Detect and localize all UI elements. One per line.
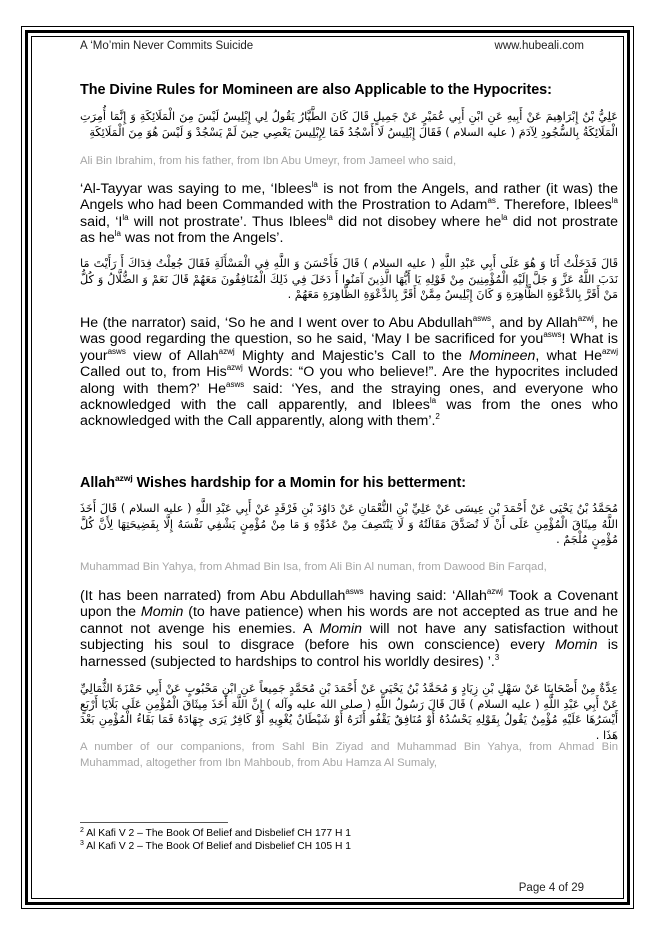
text-run: did not disobey where he <box>332 213 502 230</box>
text-run: said: ‘Yes, and the straying ones, and everyone who acknowledged with the call apparently, and Iblees <box>80 380 618 414</box>
text-run: is harnessed (subjected to hardships to control his worldly desires) ’. <box>80 637 619 670</box>
honorific-superscript: asws <box>543 330 562 340</box>
text-run: Words: “O you who believe!”. Are the hypocrites included along with them?’ He <box>80 364 618 397</box>
italic-term: Momin <box>319 620 363 637</box>
translation-paragraph-3 <box>80 588 618 670</box>
arabic-hadith-1: عَلِيُّ بْنُ إِبْرَاهِيمَ عَنْ أَبِيهِ عَنِ ابْنِ أَبِي عُمَيْرٍ عَنْ جَمِيلٍ قَالَ كَانَ الطَّيَّارُ يَقُولُ لِي إِبْلِيسُ لَيْسَ مِنَ الْمَلَائِكَةِ وَ إِنَّمَا أُمِرَتِ الْمَلَائِكَةُ بِالسُّجُودِ لِآدَمَ ( عليه السلام ) فَقَالَ إِبْلِيسُ لَا أَسْجُدُ فَمَا لِإِبْلِيسَ يَعْصِي حِينَ لَمْ يَسْجُدْ وَ لَيْسَ هُوَ مِنَ الْمَلَائِكَةِ <box>80 110 618 139</box>
section-heading-hypocrites: The Divine Rules for Momineen are also Applicable to the Hypocrites: <box>80 82 552 98</box>
arabic-hadith-4: عِدَّةٌ مِنْ أَصْحَابِنَا عَنْ سَهْلِ بْنِ زِيَادٍ وَ مُحَمَّدُ بْنُ يَحْيَى عَنْ أَحْمَدَ بْنِ مُحَمَّدٍ جَمِيعاً عَنِ ابْنِ مَحْبُوبٍ عَنْ أَبِي حَمْزَةَ الثُّمَالِيِّ عَنْ أَبِي عَبْدِ اللَّهِ ( عليه السلام ) قَالَ قَالَ رَسُولُ اللَّهِ ( صلى الله عليه وآله ) إِنَّ اللَّهَ أَخَذَ مِيثَاقَ الْمُؤْمِنِ عَلَى بَلَايَا أَرْبَعٍ أَيْسَرُهَا عَلَيْهِ مُؤْمِنٌ يَقُولُ بِقَوْلِهِ يَحْسُدُهُ أَوْ مُنَافِقٌ يَقْفُو أَثَرَهُ أَوْ شَيْطَانٌ يُغْوِيهِ أَوْ كَافِرٌ يَرَى جِهَادَهُ فَمَا بَقَاءُ الْمُؤْمِنِ بَعْدَ هَذَا . <box>80 682 618 742</box>
footnote-reference[interactable]: 3 <box>494 652 500 662</box>
text-run: Took a Covenant upon the <box>80 588 618 621</box>
honorific-superscript: la <box>429 396 437 406</box>
text-run: Called out to, from His <box>80 364 227 381</box>
honorific-superscript: asws <box>226 379 245 389</box>
translation-paragraph-1 <box>80 181 618 247</box>
page-number: Page 4 of 29 <box>518 882 584 894</box>
honorific-superscript: la <box>122 212 129 222</box>
text-run: , and by Allah <box>491 315 578 331</box>
footnote-2 <box>80 828 351 839</box>
text-run: said, ‘I <box>80 213 123 230</box>
text-run: . Therefore, Iblees <box>495 197 612 214</box>
text-run: will not prostrate’. Thus Iblees <box>128 213 327 230</box>
text-run: did not prostrate as he <box>80 213 618 247</box>
footnote-text: Al Kafi V 2 – The Book Of Belief and Disbelief CH 177 H 1 <box>83 828 352 839</box>
footnote-separator <box>80 822 228 823</box>
arabic-hadith-3: مُحَمَّدُ بْنُ يَحْيَى عَنْ أَحْمَدَ بْنِ عِيسَى عَنْ عَلِيِّ بْنِ النُّعْمَانِ عَنْ دَاوُدَ بْنِ فَرْقَدٍ عَنْ أَبِي عَبْدِ اللَّهِ ( عليه السلام ) قَالَ أَخَذَ اللَّهُ مِيثَاقَ الْمُؤْمِنِ عَلَى أَنْ لَا تُصَدَّقَ مَقَالَتُهُ وَ لَا يَنْتَصِفَ مِنْ عَدُوِّهِ وَ مَا مِنْ مُؤْمِنٍ يَشْفِي نَفْسَهُ إِلَّا بِفَضِيحَتِهَا لِأَنَّ كُلَّ مُؤْمِنٍ مُلْجَمٌ . <box>80 502 618 546</box>
honorific-superscript: la <box>501 212 508 222</box>
footnote-text: Al Kafi V 2 – The Book Of Belief and Disbelief CH 105 H 1 <box>83 841 352 852</box>
italic-term: Momin <box>554 637 598 654</box>
footnote-reference[interactable]: 2 <box>435 412 440 422</box>
text-run: , he was good regarding the question, so he said, ‘May I be sacrificed for you <box>80 315 619 348</box>
text-run: is not from the Angels, and rather (it was) the Angels who had been Commanded with the Prostration to Adam <box>80 181 618 214</box>
honorific-superscript: la <box>311 180 318 189</box>
heading-honorific: azwj <box>114 473 133 483</box>
isnad-3: Muhammad Bin Yahya, from Ahmad Bin Isa, from Ali Bin Al numan, from Dawood Bin Farqad, <box>80 561 547 573</box>
text-run: , what He <box>535 347 602 364</box>
honorific-superscript: azwj <box>226 363 243 373</box>
arabic-hadith-2: قَالَ فَدَخَلْتُ أَنَا وَ هُوَ عَلَى أَبِي عَبْدِ اللَّهِ ( عليه السلام ) قَالَ فَأَحْسَنَ وَ اللَّهِ فِي الْمَسْأَلَةِ فَقَالَ جُعِلْتُ فِدَاكَ أَ رَأَيْتَ مَا نَدَبَ اللَّهُ عَزَّ وَ جَلَّ إِلَيْهِ الْمُؤْمِنِينَ مِنْ قَوْلِهِ يَا أَيُّهَا الَّذِينَ آمَنُوا أَ دَخَلَ فِي ذَلِكَ الْمُنَافِقُونَ مَعَهُمْ قَالَ نَعَمْ وَ الضُّلَّالُ وَ كُلُّ مَنْ أَقَرَّ بِالدَّعْوَةِ الظَّاهِرَةِ وَ كَانَ إِبْلِيسُ مِمَّنْ أَقَرَّ بِالدَّعْوَةِ الظَّاهِرَةِ مَعَهُمْ . <box>80 257 618 301</box>
honorific-superscript: la <box>611 196 618 206</box>
website-url[interactable]: www.hubeali.com <box>494 40 584 52</box>
italic-term: Momineen <box>469 347 536 364</box>
honorific-superscript: asws <box>345 587 364 596</box>
text-run: (to have patience) when his words are not accepted as true and he cannot not avenge his enemies. A <box>80 604 618 637</box>
footnote-3 <box>80 841 351 852</box>
text-run: was not from the Angels’. <box>120 230 284 247</box>
text-run: having said: ‘Allah <box>363 588 487 604</box>
italic-term: Momin <box>140 604 184 621</box>
honorific-superscript: azwj <box>601 346 618 356</box>
text-run: He (the narrator) said, ‘So he and I went over to Abu Abdullah <box>80 315 473 331</box>
text-run: (It has been narrated) from Abu Abdullah <box>80 588 346 604</box>
heading-rest: Wishes hardship for a Momin for his betterment: <box>132 475 466 491</box>
footnote-number: 2 <box>80 827 84 834</box>
text-run: will not have any satisfaction without subjecting his soul to disgrace (before his own conscience) every <box>80 620 618 654</box>
honorific-superscript: azwj <box>577 314 594 323</box>
honorific-superscript: azwj <box>486 587 503 596</box>
honorific-superscript: asws <box>472 314 492 323</box>
heading-allah: Allah <box>80 475 115 491</box>
honorific-superscript: azwj <box>218 346 235 356</box>
footnote-number: 3 <box>80 840 84 847</box>
document-title: A ‘Mo’min Never Commits Suicide <box>80 40 254 52</box>
isnad-1: Ali Bin Ibrahim, from his father, from Ibn Abu Umeyr, from Jameel who said, <box>80 155 457 167</box>
isnad-4: A number of our companions, from Sahl Bin Ziyad and Muhammad Bin Yahya, from Ahmad Bin Muhammad, altogether from Ibn Mahboub, from Abu Hamza Al Sumaly, <box>80 741 618 769</box>
honorific-superscript: la <box>326 212 333 222</box>
honorific-superscript: la <box>114 229 121 239</box>
honorific-superscript: asws <box>107 346 126 356</box>
text-run: ‘Al-Tayyar was saying to me, ‘Iblees <box>80 181 312 197</box>
translation-paragraph-2 <box>80 315 618 430</box>
section-heading-hardship <box>80 475 466 491</box>
text-run: was from the ones who acknowledged with the Call apparently, along with them’. <box>80 397 618 430</box>
text-run: Mighty and Majestic’s Call to the <box>234 347 470 364</box>
text-run: ! What is your <box>80 331 619 364</box>
honorific-superscript: as <box>487 196 496 206</box>
text-run: view of Allah <box>125 347 219 364</box>
